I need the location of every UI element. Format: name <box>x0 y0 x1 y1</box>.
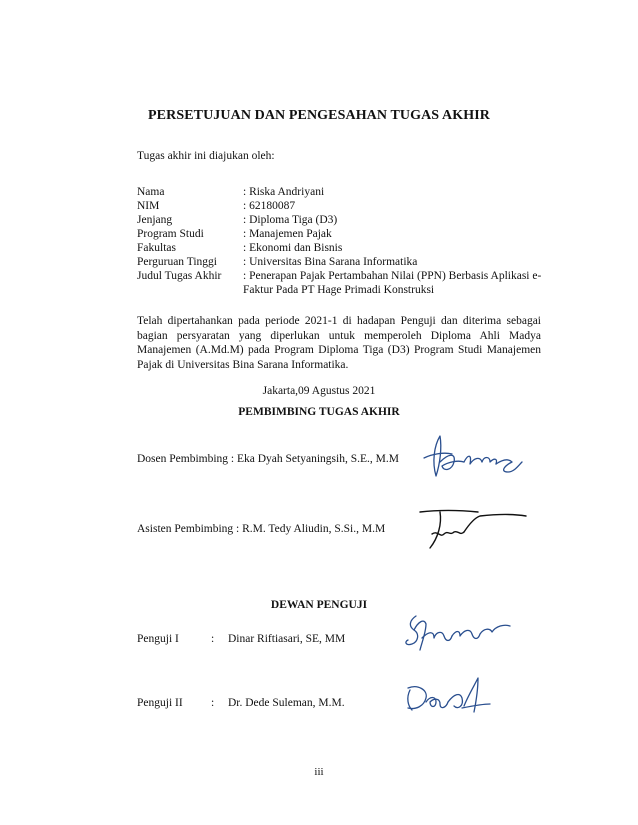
asisten-pembimbing-line: Asisten Pembimbing : R.M. Tedy Aliudin, S.Si., M.M <box>137 523 386 535</box>
dosen-signature-icon <box>418 432 528 484</box>
info-value: : 62180087 <box>243 200 296 212</box>
penguji-1-colon: : <box>211 633 215 645</box>
penguji-1-label: Penguji I <box>137 633 179 645</box>
info-value: : Riska Andriyani <box>243 186 325 198</box>
intro-text: Tugas akhir ini diajukan oleh: <box>137 150 275 162</box>
info-row-program-studi <box>137 227 543 241</box>
info-value: : Penerapan Pajak Pertambahan Nilai (PPN) Berbasis Aplikasi e-Faktur Pada PT Hage Primadi Konstruksi <box>243 270 542 296</box>
info-label: Fakultas <box>137 242 176 254</box>
info-value: : Manajemen Pajak <box>243 228 332 240</box>
penguji-1-name: Dinar Riftiasari, SE, MM <box>228 633 346 645</box>
page-title: PERSETUJUAN DAN PENGESAHAN TUGAS AKHIR <box>148 108 490 123</box>
info-label: Judul Tugas Akhir <box>137 270 222 282</box>
pembimbing-heading: PEMBIMBING TUGAS AKHIR <box>238 406 400 418</box>
info-row-nama <box>137 185 543 199</box>
info-row-jenjang <box>137 213 543 227</box>
page-number: iii <box>314 766 324 778</box>
date-line: Jakarta,09 Agustus 2021 <box>262 385 376 397</box>
penguji-2-signature-icon <box>402 676 492 720</box>
info-label: NIM <box>137 200 160 212</box>
penguji-2-label: Penguji II <box>137 697 183 709</box>
dosen-pembimbing-line: Dosen Pembimbing : Eka Dyah Setyaningsih, S.E., M.M <box>137 453 399 465</box>
info-label: Jenjang <box>137 214 173 226</box>
penguji-1-signature-icon <box>400 612 515 660</box>
info-value: : Ekonomi dan Bisnis <box>243 242 343 254</box>
info-row-judul-tugas-akhir <box>137 269 543 297</box>
approval-paragraph: Telah dipertahankan pada periode 2021-1 di hadapan Penguji dan diterima sebagai bagian persyaratan yang diperlukan untuk memperoleh Diploma Ahli Madya Manajemen (A.Md.M) pada Program Diploma Tiga (D3) Program Studi Manajemen Pajak di Universitas Bina Sarana Informatika. <box>137 315 541 371</box>
info-row-fakultas <box>137 241 543 255</box>
info-row-perguruan-tinggi <box>137 255 543 269</box>
info-label: Perguruan Tinggi <box>137 256 217 268</box>
info-value: : Universitas Bina Sarana Informatika <box>243 256 418 268</box>
penguji-2-colon: : <box>211 697 215 709</box>
student-info-table <box>137 185 543 297</box>
info-label: Program Studi <box>137 228 204 240</box>
penguji-2-name: Dr. Dede Suleman, M.M. <box>228 697 345 709</box>
info-value: : Diploma Tiga (D3) <box>243 214 338 226</box>
info-label: Nama <box>137 186 165 198</box>
penguji-heading: DEWAN PENGUJI <box>270 599 368 611</box>
info-row-nim <box>137 199 543 213</box>
asisten-signature-icon <box>418 504 528 554</box>
